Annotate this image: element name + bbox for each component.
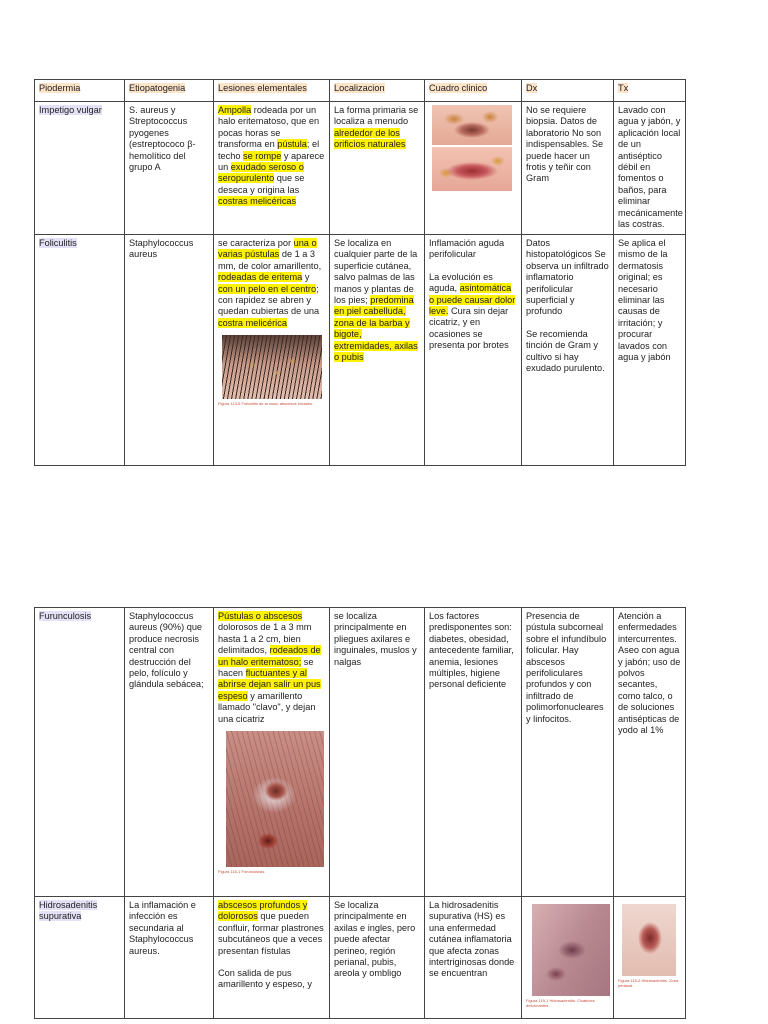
foliculitis-dx-cell bbox=[522, 235, 614, 466]
foliculitis-location-cell: Se localiza en cualquier parte de la superficie cutánea, salvo palmas de las manos y plantas de los pies; predomina en piel cabelluda, zona de la barba y bigote, extremidades, axilas o pubis bbox=[330, 235, 425, 466]
table-row-hidrosadenitis bbox=[35, 897, 686, 1019]
hidrosadenitis-location-cell: Se localiza principalmente en axilas e ingles, pero puede afectar perineo, región perianal, pubis, areola y ombligo bbox=[330, 897, 425, 1019]
foliculitis-clinical-p1: Inflamación aguda perifolicular bbox=[429, 238, 505, 260]
foliculitis-dx-p2: Se recomienda tinción de Gram y cultivo si hay exudado purulento. bbox=[526, 328, 605, 374]
furunculosis-location-cell: se localiza principalmente en pliegues axilares e inguinales, muslos y nalgas bbox=[330, 608, 425, 897]
table-row-foliculitis bbox=[35, 235, 686, 466]
impetigo-mouth-photo bbox=[432, 147, 512, 191]
impetigo-location-cell: La forma primaria se localiza a menudo alrededor de los orificios naturales bbox=[330, 102, 425, 235]
header-row bbox=[35, 80, 686, 102]
furunculosis-tx-cell: Atención a enfermedades intercurrentes. Aseo con agua y jabón; uso de polvos secantes, como talco, o de soluciones antisépticas de yodo al 1% bbox=[614, 608, 686, 897]
hidrosadenitis-name-cell: Hidrosadenitis supurativa bbox=[35, 897, 125, 1019]
foliculitis-lesions-cell: se caracteriza por una o varias pústulas de 1 a 3 mm, de color amarillento, rodeadas de eritema y con un pelo en el centro; con rapidez se abren y quedan cubiertas de una costra melicérica Figura 113-5 Foliculitis de la nuca; abscesos iniciales. bbox=[214, 235, 330, 466]
furunculosis-dx-cell: Presencia de pústula subcorneal sobre el infundíbulo folicular. Hay abscesos perifoliculares profundos y con infiltrado de polimorfonucleares y linfocitos. bbox=[522, 608, 614, 897]
furunculosis-clinical-cell: Los factores predisponentes son: diabetes, obesidad, antecedente familiar, anemia, lesiones múltiples, higiene personal deficiente bbox=[425, 608, 522, 897]
foliculitis-name-cell: Foliculitis bbox=[35, 235, 125, 466]
piodermia-table-bottom bbox=[34, 607, 686, 1019]
hidrosadenitis-axilla-photo bbox=[532, 904, 610, 996]
furunculosis-name-cell: Furunculosis bbox=[35, 608, 125, 897]
impetigo-lesions-cell: Ampolla rodeada por un halo eritematoso, que en pocas horas se transforma en pústula; el techo se rompe y aparece un exudado seroso o seropurulento que se deseca y origina las costras melicéricas bbox=[214, 102, 330, 235]
impetigo-tx-cell: Lavado con agua y jabón, y aplicación local de un antiséptico débil en fomentos o baños, para eliminar mecánicamente las costras. bbox=[614, 102, 686, 235]
foliculitis-photo-caption: Figura 113-5 Foliculitis de la nuca; abscesos iniciales. bbox=[218, 401, 314, 407]
foliculitis-etio-cell: Staphylococcus aureus bbox=[125, 235, 214, 466]
impetigo-clinical-cell bbox=[425, 102, 522, 235]
table-row-impetigo bbox=[35, 102, 686, 235]
col-header-cuadro-clinico: Cuadro clinico bbox=[425, 80, 522, 102]
hidrosadenitis-lesions-cell: abscesos profundos y dolorosos que pueden confluir, formar plastrones subcutáneos que a veces presentan fístulas Con salida de pus amarillento y espeso, y bbox=[214, 897, 330, 1019]
hidrosadenitis-lesions-p2: Con salida de pus amarillento y espeso, y bbox=[218, 968, 312, 990]
hidrosadenitis-clinical-cell: La hidrosadenitis supurativa (HS) es una enfermedad cutánea inflamatoria que afecta zonas intertriginosas donde se encuentran bbox=[425, 897, 522, 1019]
col-header-etiopatogenia: Etiopatogenia bbox=[125, 80, 214, 102]
impetigo-nose-photo bbox=[432, 105, 512, 145]
foliculitis-clinical-cell bbox=[425, 235, 522, 466]
col-header-piodermia: Piodermia bbox=[35, 80, 125, 102]
foliculitis-dx-p1: Datos histopatológicos Se observa un infiltrado inflamatorio perifolicular superficial y profundo bbox=[526, 238, 609, 317]
hidrosadenitis-perianal-photo bbox=[622, 904, 676, 976]
foliculitis-nape-photo bbox=[222, 335, 322, 399]
col-header-lesiones: Lesiones elementales bbox=[214, 80, 330, 102]
table-row-furunculosis bbox=[35, 608, 686, 897]
impetigo-etio-cell: S. aureus y Streptococcus pyogenes (estreptococo β-hemolítico del grupo A bbox=[125, 102, 214, 235]
foliculitis-clinical-p2: La evolución es aguda, asintomática o puede causar dolor leve. Cura sin dejar cicatriz, y en ocasiones se presenta por brotes bbox=[429, 271, 516, 351]
piodermia-table-top bbox=[34, 79, 686, 466]
impetigo-dx-cell: No se requiere biopsia. Datos de laboratorio No son indispensables. Se puede hacer un frotis y teñir con Gram bbox=[522, 102, 614, 235]
foliculitis-tx-cell: Se aplica el mismo de la dermatosis original; es necesario eliminar las causas de irritación; y procurar lavados con agua y jabón bbox=[614, 235, 686, 466]
furunculosis-photo bbox=[226, 731, 324, 867]
col-header-tx: Tx bbox=[614, 80, 686, 102]
hidrosadenitis-etio-cell: La inflamación e infección es secundaria al Staphylococcus aureus. bbox=[125, 897, 214, 1019]
hidrosadenitis-dx-caption: Figura 115-1 Hidrosadenitis. Cicatrices deformantes. bbox=[526, 998, 595, 1008]
furunculosis-lesions-cell: Pústulas o abscesos dolorosos de 1 a 3 mm hasta 1 a 2 cm, bien delimitados, rodeados de un halo eritematoso; se hacen fluctuantes y al abrirse dejan salir un pus espeso y amarillento llamado "clavo", y dejan una cicatriz Figura 116-1 Forunculosis. bbox=[214, 608, 330, 897]
col-header-localizacion: Localizacion bbox=[330, 80, 425, 102]
hidrosadenitis-dx-cell bbox=[522, 897, 614, 1019]
impetigo-name-cell: Impetigo vulgar bbox=[35, 102, 125, 235]
col-header-dx: Dx bbox=[522, 80, 614, 102]
hidrosadenitis-tx-caption: Figura 115-2 Hidrosadenitis. Zona perianal. bbox=[618, 978, 679, 988]
hidrosadenitis-tx-cell bbox=[614, 897, 686, 1019]
furunculosis-photo-caption: Figura 116-1 Forunculosis. bbox=[218, 869, 266, 875]
furunculosis-etio-cell: Staphylococcus aureus (90%) que produce necrosis central con destrucción del pelo, folículo y glándula sebácea; bbox=[125, 608, 214, 897]
